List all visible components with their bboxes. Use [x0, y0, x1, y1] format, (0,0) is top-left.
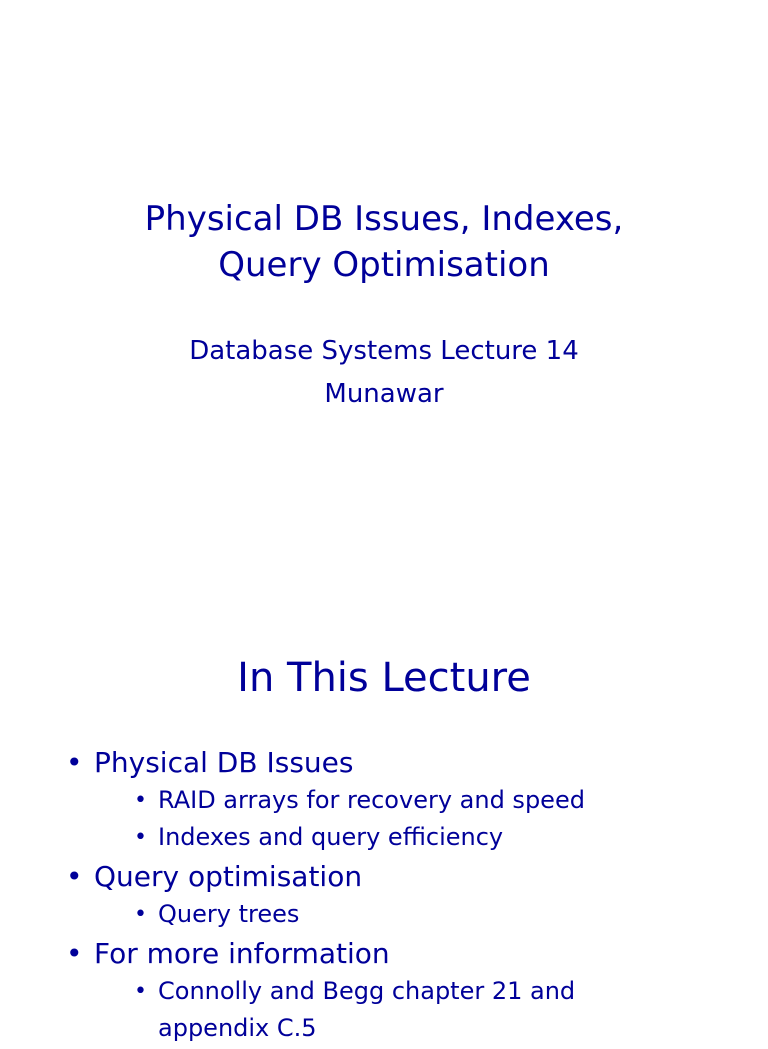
- sub-list-item: [124, 819, 744, 856]
- sub-bullet-label: RAID arrays for recovery and speed: [158, 786, 585, 814]
- sub-bullet-continuation: appendix C.5: [158, 1014, 317, 1042]
- sub-list-item: [124, 896, 744, 933]
- bullet-list: [64, 744, 744, 1049]
- author-name: Munawar: [324, 379, 444, 409]
- sub-bullet-list: [94, 896, 744, 933]
- sub-bullet-label: Indexes and query efficiency: [158, 823, 504, 851]
- slide-title-line-2: Query Optimisation: [218, 245, 550, 285]
- slide-subtitle-block: [0, 330, 768, 416]
- bullet-dot-icon: •: [134, 788, 147, 813]
- bullet-dot-icon: •: [66, 860, 83, 893]
- bullet-dot-icon: •: [66, 937, 83, 970]
- bullet-label: Physical DB Issues: [94, 746, 354, 779]
- sub-bullet-label: Query trees: [158, 900, 300, 928]
- sub-bullet-label: Connolly and Begg chapter 21 and: [158, 977, 576, 1005]
- bullet-dot-icon: •: [134, 979, 147, 1004]
- bullet-label: Query optimisation: [94, 860, 363, 893]
- lecture-subtitle: Database Systems Lecture 14: [189, 336, 579, 366]
- sub-list-item: [124, 973, 744, 1047]
- slide-title: [0, 196, 768, 288]
- slide-heading: In This Lecture: [237, 655, 531, 701]
- sub-bullet-list: [94, 782, 744, 856]
- bullet-dot-icon: •: [134, 902, 147, 927]
- bullet-dot-icon: •: [134, 825, 147, 850]
- sub-bullet-list: [94, 973, 744, 1047]
- list-item: [64, 935, 744, 1047]
- list-item: [64, 744, 744, 856]
- bullet-label: For more information: [94, 937, 390, 970]
- bullet-dot-icon: •: [66, 746, 83, 779]
- sub-list-item: [124, 782, 744, 819]
- content-slide: [0, 576, 768, 1042]
- list-item: [64, 858, 744, 933]
- slide-title-line-1: Physical DB Issues, Indexes,: [144, 199, 624, 239]
